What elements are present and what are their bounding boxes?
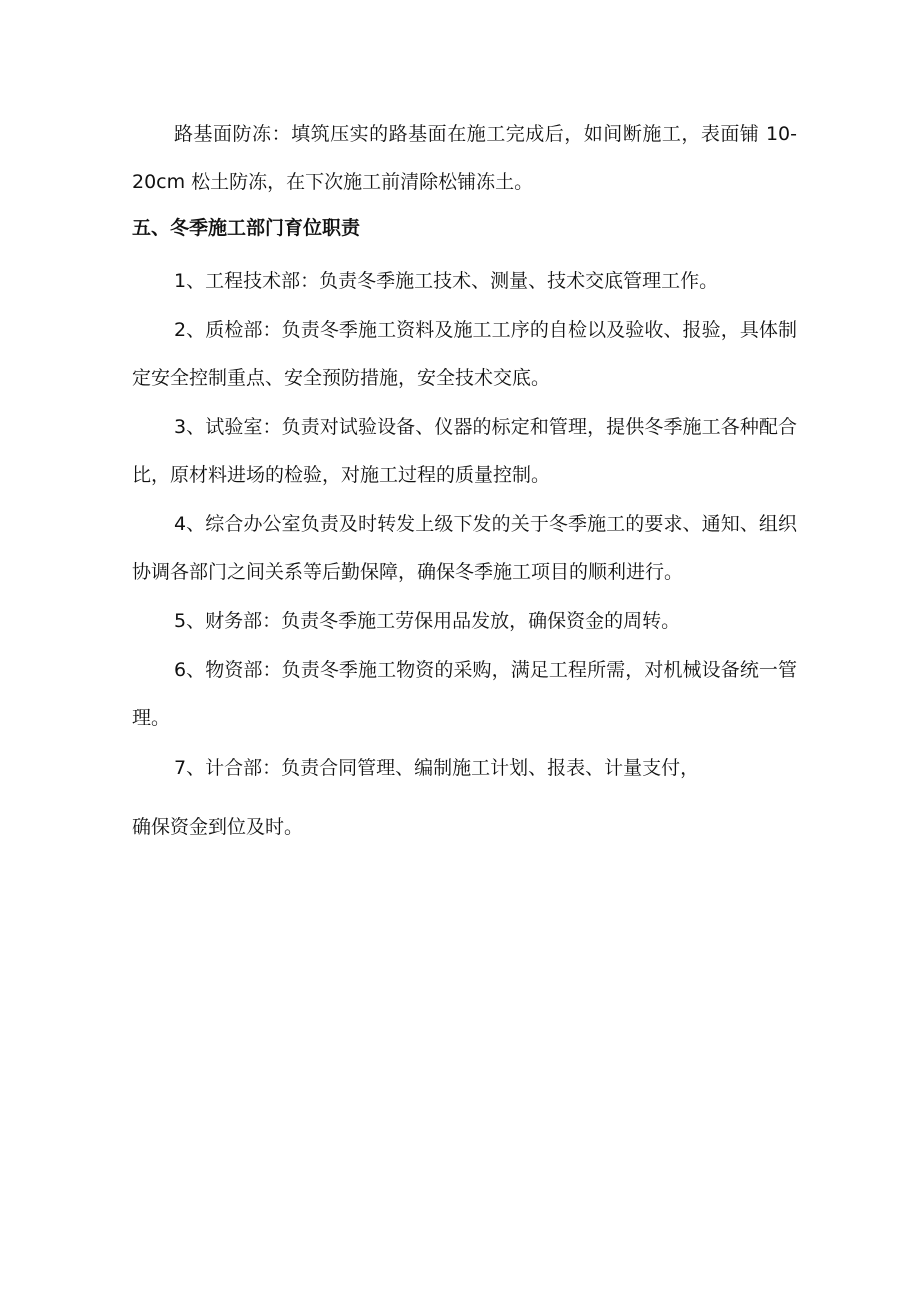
duty-item-finance: 5、财务部：负责冬季施工劳保用品发放，确保资金的周转。	[174, 610, 681, 632]
closing-line: 确保资金到位及时。	[132, 816, 304, 838]
duty-item-office: 4、综合办公室负责及时转发上级下发的关于冬季施工的要求、通知、组织协调各部门之间关系等后勤保障，确保冬季施工项目的顺利进行。	[132, 513, 797, 583]
duty-item-engineering: 1、工程技术部：负责冬季施工技术、测量、技术交底管理工作。	[174, 270, 719, 292]
duty-item-quality: 2、质检部：负责冬季施工资料及施工工序的自检以及验收、报验，具体制定安全控制重点、安全预防措施，安全技术交底。	[132, 319, 797, 389]
duty-item-materials: 6、物资部：负责冬季施工物资的采购，满足工程所需，对机械设备统一管理。	[132, 659, 797, 729]
section-heading: 五、冬季施工部门育位职责	[132, 217, 361, 239]
intro-paragraph: 路基面防冻：填筑压实的路基面在施工完成后，如间断施工，表面铺 10-20cm 松土防冻，在下次施工前清除松铺冻土。	[132, 123, 797, 193]
duty-item-laboratory: 3、试验室：负责对试验设备、仪器的标定和管理，提供冬季施工各种配合比，原材料进场的检验，对施工过程的质量控制。	[132, 416, 797, 486]
duty-item-contracts: 7、计合部：负责合同管理、编制施工计划、报表、计量支付，	[174, 757, 700, 779]
